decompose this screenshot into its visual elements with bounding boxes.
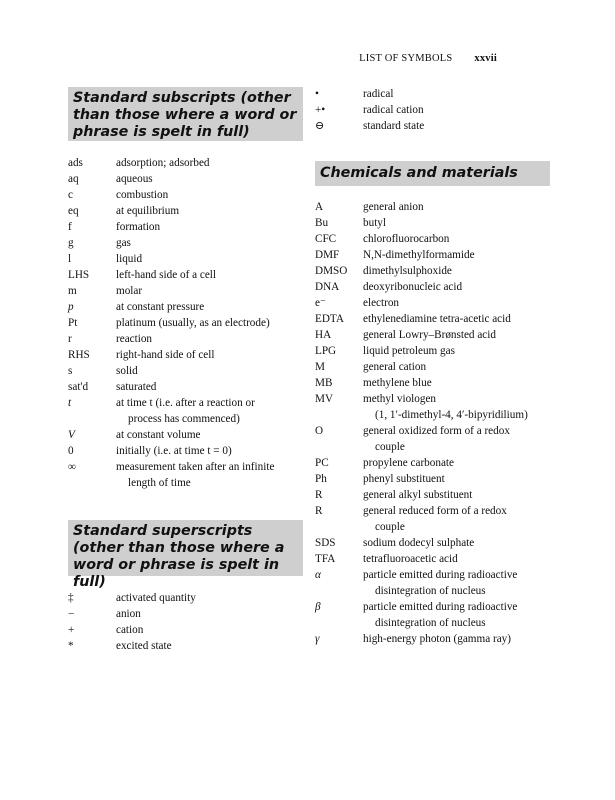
- description: at equilibrium: [116, 205, 180, 217]
- description: electron: [363, 297, 400, 309]
- symbol: f: [68, 221, 72, 233]
- list-item: [68, 347, 303, 363]
- list-item: [315, 295, 555, 311]
- list-item: [315, 423, 555, 439]
- list-item-continuation: [315, 519, 555, 535]
- description-continuation: disintegration of nucleus: [375, 585, 486, 597]
- symbol: γ: [315, 633, 320, 645]
- description: left-hand side of a cell: [116, 269, 217, 281]
- symbol: −: [68, 608, 75, 620]
- symbol: *: [68, 640, 74, 652]
- symbol: +•: [315, 104, 326, 116]
- list-item: [315, 263, 555, 279]
- description: general Lowry–Brønsted acid: [363, 329, 496, 341]
- description: tetrafluoroacetic acid: [363, 553, 458, 565]
- description: at time t (i.e. after a reaction or: [116, 397, 255, 409]
- list-item: [315, 199, 555, 215]
- symbol: TFA: [315, 553, 336, 565]
- list-item: [315, 359, 555, 375]
- list-item: [68, 379, 303, 395]
- symbol: SDS: [315, 537, 336, 549]
- list-item: [68, 331, 303, 347]
- top-symbols-list: [315, 86, 555, 134]
- symbol: HA: [315, 329, 332, 341]
- symbol: V: [68, 429, 75, 441]
- symbol: Bu: [315, 217, 329, 229]
- list-item: [315, 391, 555, 407]
- description: liquid: [116, 253, 143, 265]
- description: particle emitted during radioactive: [363, 601, 518, 613]
- description: high-energy photon (gamma ray): [363, 633, 511, 645]
- symbol: ads: [68, 157, 83, 169]
- description: right-hand side of cell: [116, 349, 215, 361]
- description: butyl: [363, 217, 386, 229]
- description: molar: [116, 285, 143, 297]
- symbol: EDTA: [315, 313, 344, 325]
- list-item: [315, 343, 555, 359]
- description: phenyl substituent: [363, 473, 445, 485]
- description: saturated: [116, 381, 157, 393]
- description: radical cation: [363, 104, 424, 116]
- symbol: CFC: [315, 233, 337, 245]
- symbol: ∞: [68, 461, 76, 473]
- symbol: LPG: [315, 345, 337, 357]
- symbol: l: [68, 253, 72, 265]
- list-item: [68, 622, 303, 638]
- symbol: ‡: [68, 592, 74, 604]
- symbol: 0: [68, 445, 74, 457]
- description: sodium dodecyl sulphate: [363, 537, 475, 549]
- description: methyl viologen: [363, 393, 437, 405]
- description: formation: [116, 221, 161, 233]
- symbol: aq: [68, 173, 79, 185]
- list-item: [315, 567, 555, 583]
- list-item: [315, 279, 555, 295]
- description: at constant volume: [116, 429, 201, 441]
- symbol: LHS: [68, 269, 90, 281]
- list-item: [315, 599, 555, 615]
- description: activated quantity: [116, 592, 196, 604]
- symbol: eq: [68, 205, 79, 217]
- symbol: r: [68, 333, 72, 345]
- symbol: R: [315, 505, 323, 517]
- symbol: ⊖: [315, 120, 325, 132]
- list-item: [315, 327, 555, 343]
- description-continuation: length of time: [128, 477, 191, 489]
- list-item: [68, 606, 303, 622]
- list-item: [315, 231, 555, 247]
- list-item: [68, 267, 303, 283]
- list-item: [68, 235, 303, 251]
- description-continuation: couple: [375, 521, 405, 533]
- chemicals-list: [315, 199, 555, 647]
- description: combustion: [116, 189, 169, 201]
- list-item-continuation: [315, 615, 555, 631]
- list-item: [315, 503, 555, 519]
- symbol: DNA: [315, 281, 340, 293]
- description: general cation: [363, 361, 427, 373]
- symbol: c: [68, 189, 73, 201]
- list-item: [68, 155, 303, 171]
- list-item: [68, 283, 303, 299]
- list-item: [315, 311, 555, 327]
- description: standard state: [363, 120, 425, 132]
- chemicals-heading: Chemicals and materials: [315, 161, 550, 186]
- symbol: α: [315, 569, 321, 581]
- list-item: [68, 395, 303, 411]
- description: radical: [363, 88, 394, 100]
- list-item: [315, 118, 555, 134]
- running-title: LIST OF SYMBOLS: [359, 53, 453, 64]
- description: anion: [116, 608, 141, 620]
- symbol: M: [315, 361, 325, 373]
- description: deoxyribonucleic acid: [363, 281, 463, 293]
- list-item: [68, 638, 303, 654]
- list-item: [315, 551, 555, 567]
- symbol: MB: [315, 377, 333, 389]
- description: propylene carbonate: [363, 457, 455, 469]
- list-item: [68, 219, 303, 235]
- list-item: [68, 363, 303, 379]
- list-item: [68, 315, 303, 331]
- list-item: [315, 86, 555, 102]
- list-item-continuation: [315, 583, 555, 599]
- description: methylene blue: [363, 377, 432, 389]
- symbol: A: [315, 201, 324, 213]
- symbol: Ph: [315, 473, 327, 485]
- symbol: DMSO: [315, 265, 348, 277]
- symbol: MV: [315, 393, 334, 405]
- description: general anion: [363, 201, 424, 213]
- description: general alkyl substituent: [363, 489, 473, 501]
- description-continuation: couple: [375, 441, 405, 453]
- list-item: [68, 299, 303, 315]
- list-item: [68, 590, 303, 606]
- description-continuation: disintegration of nucleus: [375, 617, 486, 629]
- symbol: e⁻: [315, 297, 326, 309]
- subscripts-heading: Standard subscripts (other than those where a word or phrase is spelt in full): [68, 87, 303, 141]
- list-item-continuation: [315, 439, 555, 455]
- list-item: [68, 251, 303, 267]
- description: general reduced form of a redox: [363, 505, 507, 517]
- symbol: m: [68, 285, 77, 297]
- symbol: RHS: [68, 349, 90, 361]
- list-item: [68, 187, 303, 203]
- symbol: β: [315, 601, 321, 613]
- symbol: s: [68, 365, 73, 377]
- list-item: [68, 203, 303, 219]
- description: ethylenediamine tetra-acetic acid: [363, 313, 511, 325]
- list-item: [315, 375, 555, 391]
- symbol: R: [315, 489, 323, 501]
- symbol: +: [68, 624, 75, 636]
- description-continuation: process has commenced): [128, 413, 240, 425]
- list-item: [68, 459, 303, 475]
- symbol: PC: [315, 457, 329, 469]
- description: dimethylsulphoxide: [363, 265, 452, 277]
- list-item: [68, 443, 303, 459]
- description: chlorofluorocarbon: [363, 233, 450, 245]
- list-item: [315, 102, 555, 118]
- page-number: xxvii: [474, 53, 497, 64]
- description: solid: [116, 365, 138, 377]
- symbol: O: [315, 425, 324, 437]
- description: particle emitted during radioactive: [363, 569, 518, 581]
- symbol: sat'd: [68, 381, 89, 393]
- list-item: [315, 535, 555, 551]
- superscripts-list: [68, 590, 303, 654]
- symbol: Pt: [68, 317, 78, 329]
- description: gas: [116, 237, 131, 249]
- list-item: [68, 171, 303, 187]
- description: at constant pressure: [116, 301, 205, 313]
- symbol: •: [315, 88, 319, 100]
- description: N,N-dimethylformamide: [363, 249, 475, 261]
- symbol: t: [68, 397, 72, 409]
- list-item: [315, 471, 555, 487]
- symbol: g: [68, 237, 74, 249]
- list-item-continuation: [68, 411, 303, 427]
- description: excited state: [116, 640, 172, 652]
- description: initially (i.e. at time t = 0): [116, 445, 232, 457]
- list-item: [68, 427, 303, 443]
- description: general oxidized form of a redox: [363, 425, 510, 437]
- description: platinum (usually, as an electrode): [116, 317, 270, 329]
- symbol: DMF: [315, 249, 340, 261]
- subscripts-list: [68, 155, 303, 491]
- description-continuation: (1, 1′-dimethyl-4, 4′-bipyridilium): [375, 409, 528, 421]
- list-item: [315, 455, 555, 471]
- superscripts-heading: Standard superscripts (other than those where a word or phrase is spelt in full): [68, 520, 303, 576]
- description: liquid petroleum gas: [363, 345, 455, 357]
- list-item: [315, 247, 555, 263]
- list-item: [315, 631, 555, 647]
- description: cation: [116, 624, 144, 636]
- symbol: p: [68, 301, 74, 313]
- list-item: [315, 215, 555, 231]
- description: reaction: [116, 333, 153, 345]
- description: adsorption; adsorbed: [116, 157, 210, 169]
- list-item: [315, 487, 555, 503]
- description: measurement taken after an infinite: [116, 461, 275, 473]
- list-item-continuation: [315, 407, 555, 423]
- description: aqueous: [116, 173, 153, 185]
- list-item-continuation: [68, 475, 303, 491]
- page-header: [359, 53, 497, 64]
